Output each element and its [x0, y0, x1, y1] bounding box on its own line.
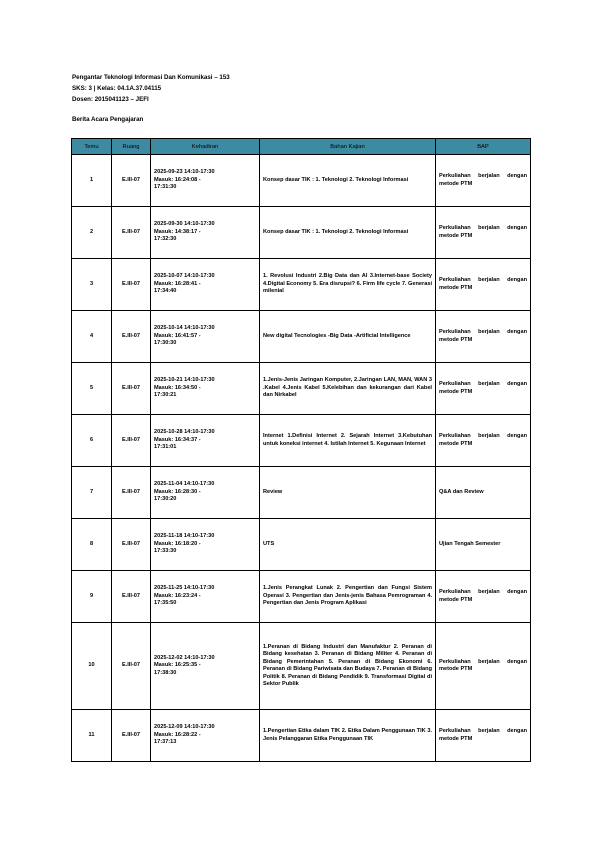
cell-ruang: E.III-07	[112, 207, 151, 259]
cell-kehadiran: 2025-10-07 14:10-17:30 Masuk: 16:28:41 - 17:34:40	[151, 259, 260, 311]
teaching-report-table	[71, 138, 531, 762]
cell-ruang: E.III-07	[112, 467, 151, 519]
cell-bahan-kajian: 1.Pengertian Etika dalam TIK 2. Etika Dalam Penggunaan TIK 3. Jenis Pelanggaran Etika Penggunaan TIK	[260, 710, 436, 762]
table-row	[72, 623, 531, 710]
cell-bahan-kajian: Konsep dasar TIK : 1. Teknologi 2. Teknologi Informasi	[260, 207, 436, 259]
cell-ruang: E.III-07	[112, 710, 151, 762]
column-header-kehadiran: Kehadiran	[151, 139, 260, 155]
cell-bap: Perkuliahan berjalan dengan metode PTM	[436, 571, 531, 623]
cell-kehadiran: 2025-10-28 14:10-17:30 Masuk: 16:34:37 - 17:31:01	[151, 415, 260, 467]
cell-bahan-kajian: Internet 1.Definisi Internet 2. Sejarah Internet 3.Kebutuhan untuk koneksi internet 4. Istilah Internet 5. Kegunaan Internet	[260, 415, 436, 467]
sks-class-info: SKS: 3 | Kelas: 04.1A.37.04115	[72, 85, 162, 92]
cell-ruang: E.III-07	[112, 623, 151, 710]
cell-bap: Perkuliahan berjalan dengan metode PTM	[436, 415, 531, 467]
cell-bap: Perkuliahan berjalan dengan metode PTM	[436, 259, 531, 311]
cell-ruang: E.III-07	[112, 311, 151, 363]
table-row	[72, 259, 531, 311]
cell-temu: 1	[72, 155, 112, 207]
cell-temu: 6	[72, 415, 112, 467]
column-header-ruang: Ruang	[112, 139, 151, 155]
table-row	[72, 363, 531, 415]
table-header-row	[72, 139, 531, 155]
cell-bahan-kajian: Konsep dasar TIK : 1. Teknologi 2. Teknologi Informasi	[260, 155, 436, 207]
cell-temu: 3	[72, 259, 112, 311]
cell-temu: 9	[72, 571, 112, 623]
table-row	[72, 415, 531, 467]
section-title: Berita Acara Pengajaran	[72, 116, 144, 123]
column-header-bahan-kajian: Bahan Kajian	[260, 139, 436, 155]
cell-temu: 5	[72, 363, 112, 415]
cell-ruang: E.III-07	[112, 363, 151, 415]
cell-ruang: E.III-07	[112, 571, 151, 623]
cell-kehadiran: 2025-09-30 14:10-17:30 Masuk: 14:38:17 - 17:32:30	[151, 207, 260, 259]
document-header	[72, 72, 230, 125]
cell-kehadiran: 2025-09-23 14:10-17:30 Masuk: 16:24:08 - 17:31:30	[151, 155, 260, 207]
cell-bahan-kajian: Review	[260, 467, 436, 519]
cell-temu: 2	[72, 207, 112, 259]
cell-bap: Ujian Tengah Semester	[436, 519, 531, 571]
cell-kehadiran: 2025-10-14 14:10-17:30 Masuk: 16:41:57 - 17:30:30	[151, 311, 260, 363]
table-body	[72, 155, 531, 762]
cell-ruang: E.III-07	[112, 519, 151, 571]
cell-ruang: E.III-07	[112, 155, 151, 207]
cell-bahan-kajian: 1.Jenis-Jenis Jaringan Komputer, 2.Jaringan LAN, MAN, WAN 3 .Kabel 4.Jenis Kabel 5.Kelebihan dan kekurangan dari Kabel dan Nirkabel	[260, 363, 436, 415]
table-row	[72, 710, 531, 762]
cell-bap: Perkuliahan berjalan dengan metode PTM	[436, 363, 531, 415]
cell-temu: 8	[72, 519, 112, 571]
table-row	[72, 519, 531, 571]
cell-kehadiran: 2025-12-09 14:10-17:30 Masuk: 16:28:22 - 17:37:13	[151, 710, 260, 762]
cell-bap: Perkuliahan berjalan dengan metode PTM	[436, 710, 531, 762]
table-row	[72, 571, 531, 623]
column-header-temu: Temu	[72, 139, 112, 155]
cell-kehadiran: 2025-11-25 14:10-17:30 Masuk: 16:23:24 - 17:35:50	[151, 571, 260, 623]
lecturer-info: Dosen: 2015041123 – JEFI	[72, 96, 149, 103]
table-row	[72, 311, 531, 363]
course-title: Pengantar Teknologi Informasi Dan Komunikasi – 153	[72, 74, 230, 81]
cell-bap: Perkuliahan berjalan dengan metode PTM	[436, 155, 531, 207]
cell-kehadiran: 2025-11-18 14:10-17:30 Masuk: 16:18:20 - 17:33:30	[151, 519, 260, 571]
cell-temu: 11	[72, 710, 112, 762]
cell-bahan-kajian: New digital Tecnologies -Big Data -Artificial Intelligence	[260, 311, 436, 363]
cell-ruang: E.III-07	[112, 415, 151, 467]
cell-bap: Q&A dan Review	[436, 467, 531, 519]
table-row	[72, 155, 531, 207]
cell-temu: 10	[72, 623, 112, 710]
cell-bahan-kajian: 1.Jenis Perangkat Lunak 2. Pengertian dan Fungsi Sistem Operasi 3. Pengertian dan Jenis-jenis Bahasa Pemrograman 4. Pengertian dan Jenis Program Aplikasi	[260, 571, 436, 623]
cell-kehadiran: 2025-12-02 14:10-17:30 Masuk: 16:25:35 - 17:38:30	[151, 623, 260, 710]
cell-bap: Perkuliahan berjalan dengan metode PTM	[436, 311, 531, 363]
table-row	[72, 467, 531, 519]
cell-bap: Perkuliahan berjalan dengan metode PTM	[436, 623, 531, 710]
cell-temu: 4	[72, 311, 112, 363]
cell-temu: 7	[72, 467, 112, 519]
cell-bahan-kajian: 1. Revolusi Industri 2.Big Data dan AI 3.Internet-base Society 4.Digital Economy 5. Era disrupsi? 6. Firm life cycle 7. Generasi milenial	[260, 259, 436, 311]
cell-kehadiran: 2025-10-21 14:10-17:30 Masuk: 16:34:50 - 17:30:21	[151, 363, 260, 415]
cell-bap: Perkuliahan berjalan dengan metode PTM	[436, 207, 531, 259]
cell-kehadiran: 2025-11-04 14:10-17:30 Masuk: 16:28:30 - 17:30:20	[151, 467, 260, 519]
cell-bahan-kajian: UTS	[260, 519, 436, 571]
cell-ruang: E.III-07	[112, 259, 151, 311]
cell-bahan-kajian: 1.Peranan di Bidang Industri dan Manufaktur 2. Peranan di Bidang kesehatan 3. Peranan di Bidang Militer 4. Peranan di Bidang Pemerintahan 5. Peranan di Bidang Ekonomi 6. Peranan di Bidang Pariwisata dan Budaya 7. Peranan di Bidang Politik 8. Peranan di Bidang Pendidik 9. Transformasi Digital di Sektor Publik	[260, 623, 436, 710]
table-row	[72, 207, 531, 259]
column-header-bap: BAP	[436, 139, 531, 155]
